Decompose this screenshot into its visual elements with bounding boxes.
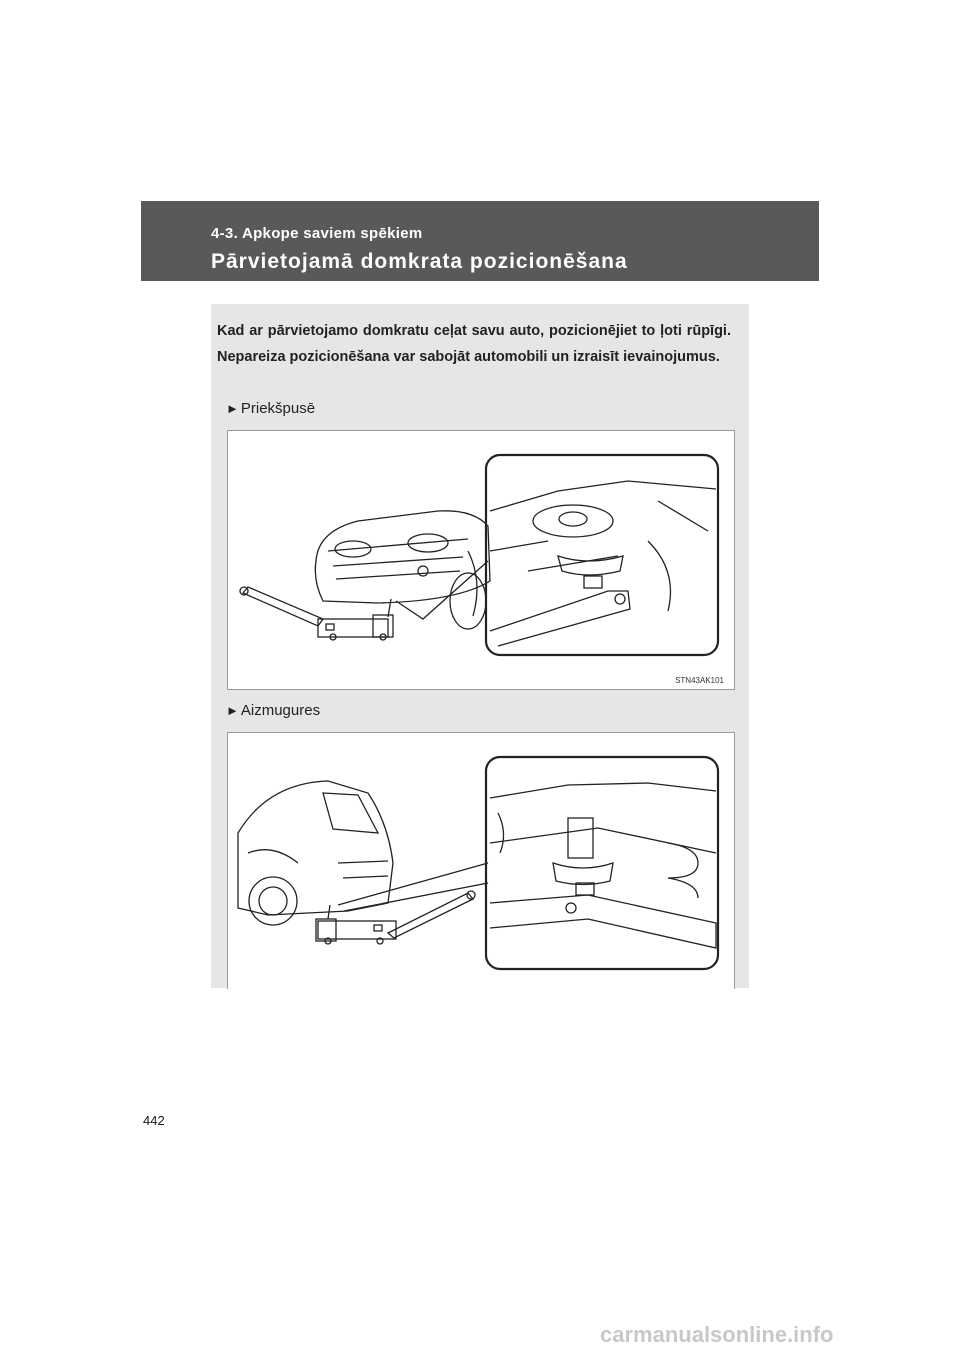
front-label: Priekšpusē [240,400,316,417]
intro-text: Kad ar pārvietojamo domkratu ceļat savu auto, pozicionējiet to ļoti rūpīgi. Nepareiza pozicionēšana var sabojāt automobili un izraisīt ievainojumus. [217,323,731,365]
figure-code: STN43AK101 [675,676,724,685]
rear-jack-illustration [228,733,734,989]
front-heading [226,400,315,417]
page-title: Pārvietojamā domkrata pozicionēšana [211,250,628,273]
page-number: 442 [143,1113,165,1128]
right-triangle-icon: ► [226,703,239,718]
section-header [141,201,819,281]
right-triangle-icon: ► [226,401,239,416]
watermark: carmanualsonline.info [600,1322,834,1347]
section-label: 4-3. Apkope saviem spēkiem [211,225,423,242]
rear-figure [227,732,735,989]
rear-heading [226,702,320,719]
front-jack-illustration [228,431,734,689]
rear-label: Aizmugures [240,702,321,719]
content-panel [211,304,749,988]
front-figure [227,430,735,690]
